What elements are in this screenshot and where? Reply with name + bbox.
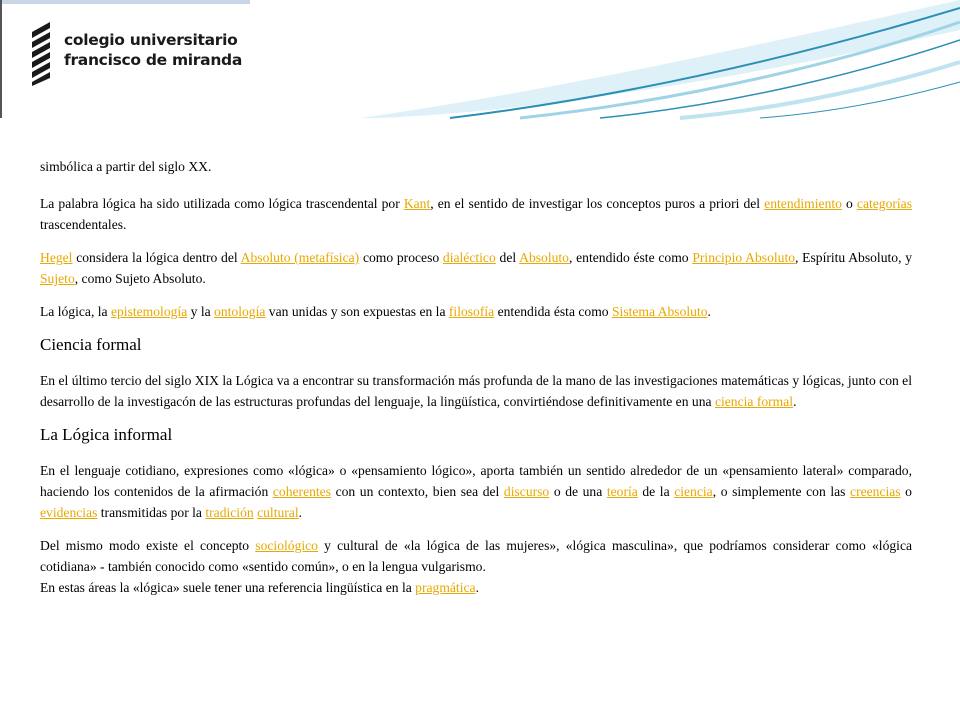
link-absoluto-metafisica[interactable]: Absoluto (metafísica) bbox=[240, 250, 360, 265]
heading-logica-informal: La Lógica informal bbox=[40, 425, 173, 444]
link-categorias[interactable]: categorías bbox=[856, 196, 913, 211]
link-tradicion[interactable]: tradición bbox=[205, 505, 254, 520]
link-ciencia-formal[interactable]: ciencia formal bbox=[714, 394, 794, 409]
text: entendida ésta como bbox=[494, 304, 612, 319]
text: En estas áreas la «lógica» suele tener una referencia lingüística en la bbox=[40, 580, 416, 595]
logo-line-1: colegio universitario bbox=[64, 31, 238, 49]
header bbox=[0, 0, 960, 118]
link-discurso[interactable]: discurso bbox=[503, 484, 550, 499]
link-ciencia[interactable]: ciencia bbox=[674, 484, 713, 499]
link-pragmatica[interactable]: pragmática bbox=[415, 580, 476, 595]
text: con un contexto, bien sea del bbox=[331, 484, 504, 499]
logo-emblem-icon bbox=[30, 18, 60, 88]
heading-ciencia-formal: Ciencia formal bbox=[40, 335, 142, 354]
paragraph-intro: simbólica a partir del siglo XX. bbox=[40, 159, 212, 174]
text: transmitidas por la bbox=[97, 505, 206, 520]
text: del bbox=[495, 250, 520, 265]
paragraph-kant bbox=[40, 193, 912, 235]
text: , o simplemente con las bbox=[712, 484, 851, 499]
link-filosofia[interactable]: filosofía bbox=[448, 304, 495, 319]
text: de la bbox=[637, 484, 675, 499]
link-sistema-absoluto[interactable]: Sistema Absoluto bbox=[611, 304, 708, 319]
paragraph-hegel bbox=[40, 247, 912, 289]
paragraph-sociologico bbox=[40, 535, 912, 598]
link-coherentes[interactable]: coherentes bbox=[272, 484, 331, 499]
text: considera la lógica dentro del bbox=[72, 250, 241, 265]
link-creencias[interactable]: creencias bbox=[850, 484, 901, 499]
link-absoluto[interactable]: Absoluto bbox=[519, 250, 569, 265]
text: La lógica, la bbox=[40, 304, 111, 319]
logo-text bbox=[64, 30, 242, 70]
text: y cultural de «la lógica de las mujeres», «lógica masculina», que podríamos considerar como «lógica cotidiana» - también conocido como «sentido común», o en la lengua vulgarismo. bbox=[40, 538, 913, 574]
text: . bbox=[707, 304, 711, 319]
text: En el lenguaje cotidiano, expresiones como «lógica» o «pensamiento lógico», aporta también un sentido alrededor de un «pensamiento lateral» comparado, haciendo los contenidos de la afirmación bbox=[40, 463, 912, 499]
text: La palabra lógica ha sido utilizada como lógica trascendental por bbox=[40, 196, 404, 211]
text: , Espíritu Absoluto, y bbox=[795, 250, 913, 265]
text: . bbox=[475, 580, 479, 595]
link-ontologia[interactable]: ontología bbox=[214, 304, 266, 319]
link-sociologico[interactable]: sociológico bbox=[255, 538, 318, 553]
link-dialectico[interactable]: dialéctico bbox=[442, 250, 496, 265]
link-sujeto[interactable]: Sujeto bbox=[40, 271, 75, 286]
link-evidencias[interactable]: evidencias bbox=[40, 505, 98, 520]
text: o bbox=[900, 484, 912, 499]
text: trascendentales. bbox=[40, 217, 127, 232]
text: como proceso bbox=[359, 250, 443, 265]
text: , en el sentido de investigar los conceptos puros a priori del bbox=[430, 196, 765, 211]
text: y la bbox=[187, 304, 215, 319]
document-body bbox=[40, 156, 912, 610]
logo-line-2: francisco de miranda bbox=[64, 51, 243, 69]
text: En el último tercio del siglo XIX la Lógica va a encontrar su transformación más profunda de la mano de las investigaciones matemáticas y lógicas, junto con el desarrollo de la investigacón de las estructuras profundas del lenguaje, la lingüística, convirtiéndose definitivamente en una bbox=[40, 373, 912, 409]
text: . bbox=[298, 505, 303, 520]
left-rule bbox=[0, 0, 2, 118]
text: o de una bbox=[549, 484, 607, 499]
link-cultural[interactable]: cultural bbox=[257, 505, 299, 520]
paragraph-ciencia-formal bbox=[40, 370, 912, 412]
link-kant[interactable]: Kant bbox=[403, 196, 431, 211]
text: , como Sujeto Absoluto. bbox=[74, 271, 206, 286]
link-principio-absoluto[interactable]: Principio Absoluto bbox=[692, 250, 796, 265]
text: , entendido éste como bbox=[568, 250, 693, 265]
link-teoria[interactable]: teoría bbox=[606, 484, 638, 499]
link-entendimiento[interactable]: entendimiento bbox=[764, 196, 842, 211]
text: o bbox=[841, 196, 857, 211]
link-epistemologia[interactable]: epistemología bbox=[110, 304, 188, 319]
paragraph-epistemologia bbox=[40, 301, 912, 322]
text: Del mismo modo existe el concepto bbox=[40, 538, 256, 553]
text: van unidas y son expuestas en la bbox=[265, 304, 449, 319]
paragraph-lenguaje-cotidiano bbox=[40, 460, 912, 523]
link-hegel[interactable]: Hegel bbox=[40, 250, 73, 265]
text: . bbox=[793, 394, 797, 409]
